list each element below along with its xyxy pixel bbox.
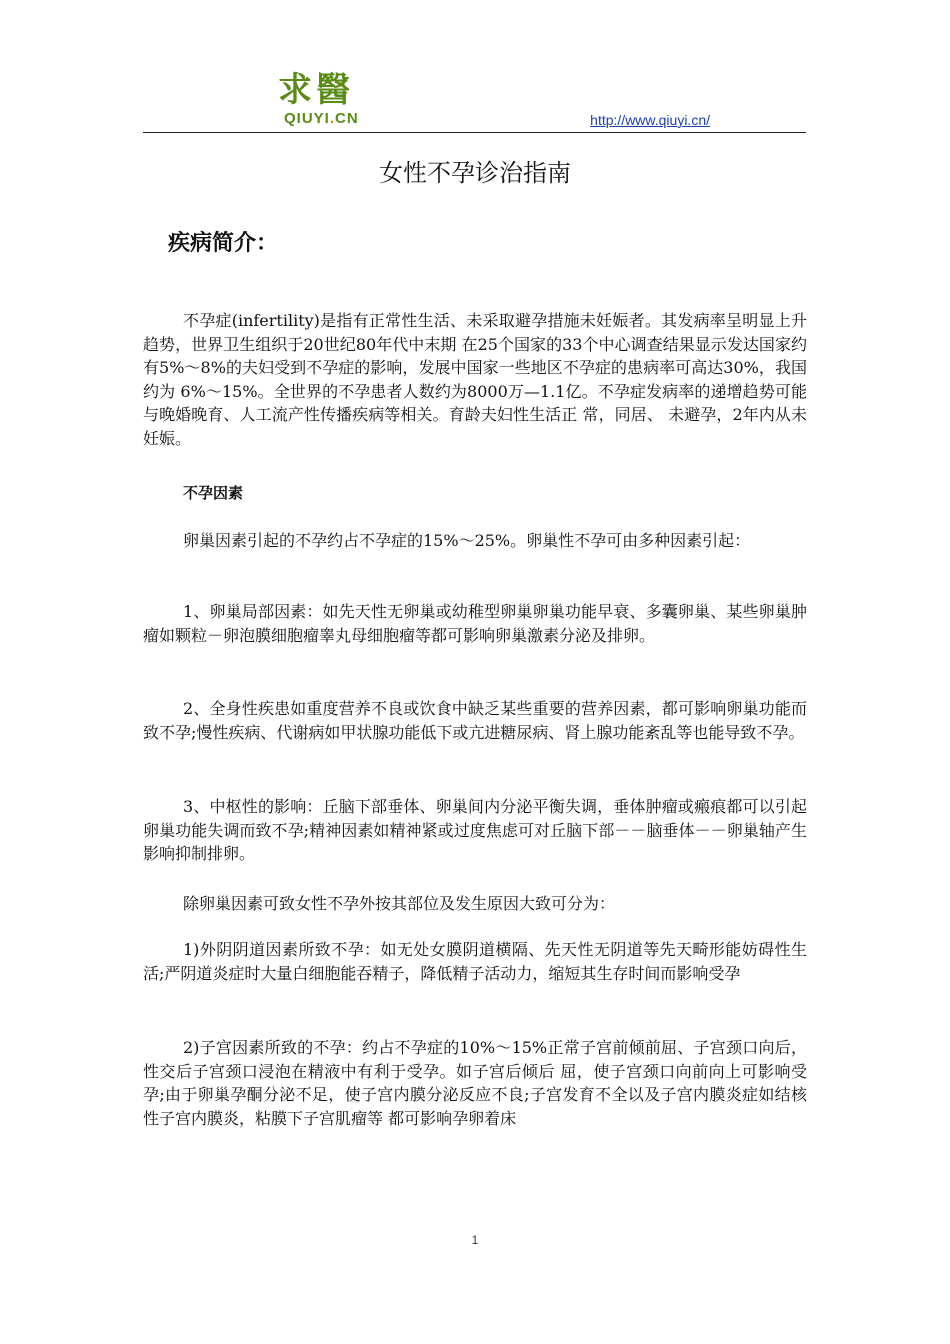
- logo-sub-dot: .: [329, 110, 336, 127]
- paragraph-item-3: 3、中枢性的影响：丘脑下部垂体、卵巢间内分泌平衡失调，垂体肿瘤或瘢痕都可以引起卵巢功能失调而致不孕;精神因素如精神紧或过度焦虑可对丘脑下部－－脑垂体－－卵巢轴产生影响抑制排卵。: [143, 797, 807, 863]
- section-heading: 疾病简介：: [168, 231, 279, 256]
- paragraph-other-factors: 除卵巢因素可致女性不孕外按其部位及发生原因大致可分为：: [183, 894, 616, 913]
- subheading: 不孕因素: [183, 484, 244, 502]
- page-number: 1: [471, 1233, 479, 1247]
- paragraph-item-1: 1、卵巢局部因素：如先天性无卵巢或幼稚型卵巢卵巢功能早衰、多囊卵巢、某些卵巢肿瘤如颗粒－卵泡膜细胞瘤睾丸母细胞瘤等都可影响卵巢激素分泌及排卵。: [143, 602, 807, 645]
- paragraph-ovarian-factors: 卵巢因素引起的不孕约占不孕症的15%～25%。卵巢性不孕可由多种因素引起：: [183, 531, 751, 550]
- site-url-link[interactable]: http://www.qiuyi.cn/: [590, 112, 710, 128]
- paragraph-intro: 不孕症(infertility)是指有正常性生活、未采取避孕措施未妊娠者。其发病率呈明显上升趋势，世界卫生组织于20世纪80年代中末期 在25个国家的33个中心调查结果显示发达国家约有5%～8%的夫妇受到不孕症的影响，发展中国家一些地区不孕症的患病率可高达30%，我国约为 6%～15%。全世界的不孕患者人数约为8000万—1.1亿。不孕症发病率的递增趋势可能与晚婚晚育、人工流产性传播疾病等相关。育龄夫妇性生活正 常，同居、 未避孕，2年内从未妊娠。: [143, 311, 807, 448]
- paragraph-uterine: 2)子宫因素所致的不孕：约占不孕症的10%～15%正常子宫前倾前屈、子宫颈口向后，性交后子宫颈口浸泡在精液中有利于受孕。如子宫后倾后 屈，使子宫颈口向前向上可影响受孕;由于卵巢孕酮分泌不足，使子宫内膜分泌反应不良;子宫发育不全以及子宫内膜炎症如结核性子宫内膜炎，粘膜下子宫肌瘤等 都可影响孕卵着床: [143, 1038, 807, 1128]
- paragraph-item-2: 2、全身性疾患如重度营养不良或饮食中缺乏某些重要的营养因素，都可影响卵巢功能而致不孕;慢性疾病、代谢病如甲状腺功能低下或亢进糖尿病、肾上腺功能紊乱等也能导致不孕。: [143, 699, 807, 742]
- logo-subtitle: [284, 110, 359, 128]
- header-rule: [143, 132, 806, 133]
- logo-mark: 求醫: [278, 70, 354, 110]
- logo-sub-prefix: QIUYI: [284, 110, 330, 127]
- logo-sub-suffix: CN: [335, 110, 359, 127]
- paragraph-vulvar-vaginal: 1)外阴阴道因素所致不孕：如无处女膜阴道横隔、先天性无阴道等先天畸形能妨碍性生活;严阴道炎症时大量白细胞能吞精子，降低精子活动力，缩短其生存时间而影响受孕: [143, 940, 807, 983]
- document-title: 女性不孕诊治指南: [379, 159, 571, 187]
- qiuyi-logo[interactable]: [278, 70, 388, 132]
